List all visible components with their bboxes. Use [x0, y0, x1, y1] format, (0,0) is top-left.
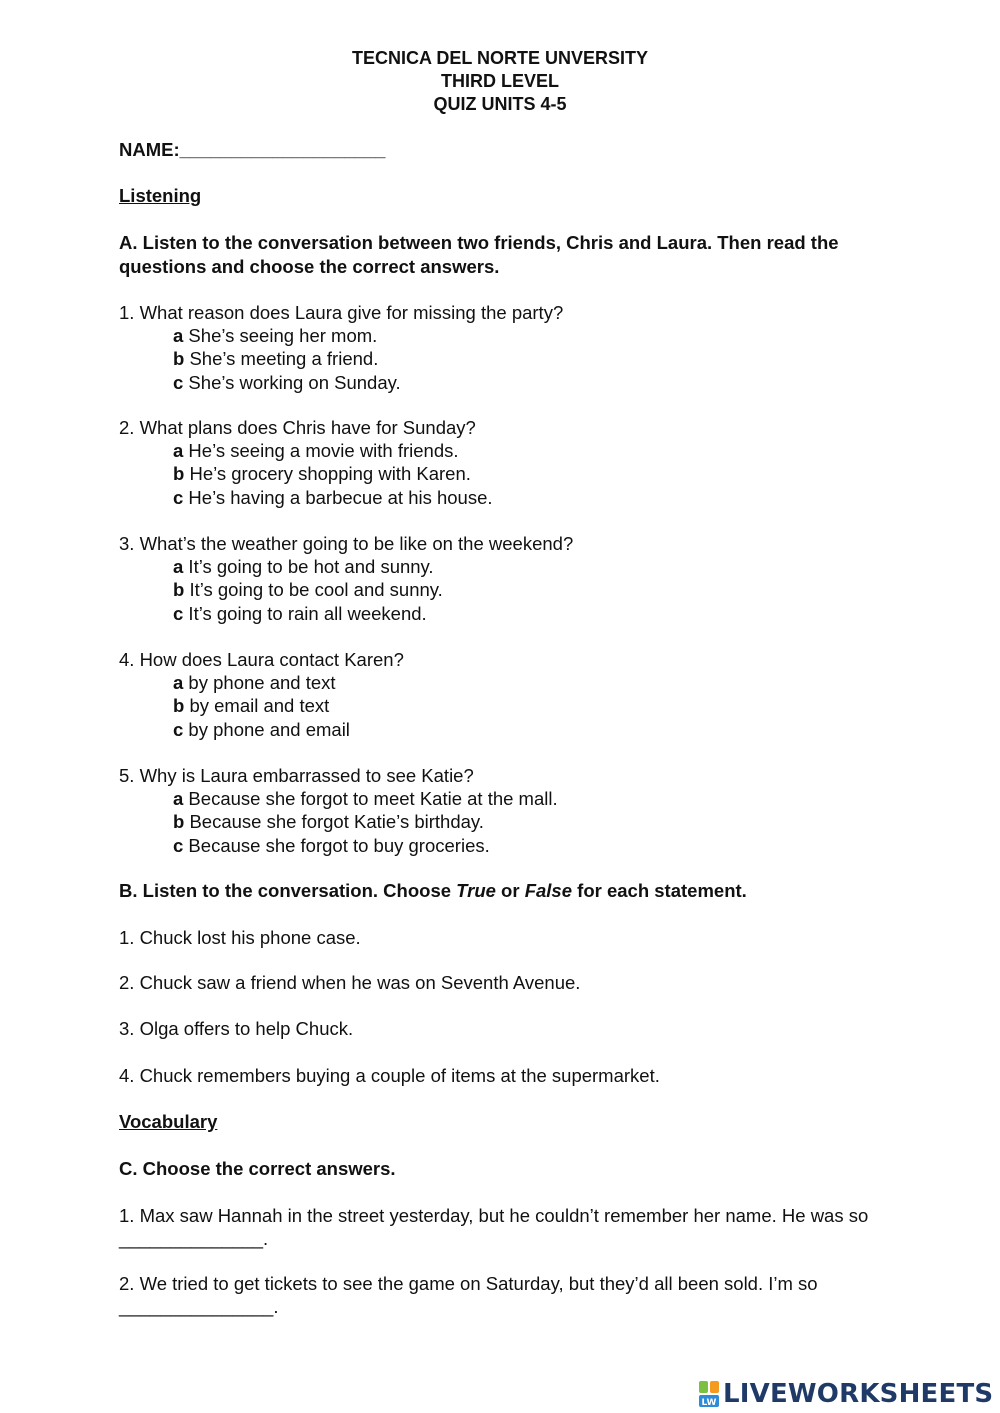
vocab-item-2: 2. We tried to get tickets to see the game on Saturday, but they’d all been sold. I’m so _______________.: [119, 1273, 818, 1317]
question-text: 1. What reason does Laura give for missing the party?: [119, 302, 564, 323]
name-field[interactable]: NAME:____________________: [119, 139, 386, 160]
question-3: [119, 532, 573, 625]
vocabulary-heading: Vocabulary: [119, 1111, 218, 1132]
quiz-title: QUIZ UNITS 4-5: [433, 94, 567, 114]
option-c[interactable]: c He’s having a barbecue at his house.: [173, 486, 493, 508]
option-a[interactable]: a by phone and text: [173, 672, 336, 694]
listening-heading: Listening: [119, 185, 202, 206]
liveworksheets-logo: [698, 1378, 993, 1410]
liveworksheets-mark-icon: [698, 1380, 720, 1408]
option-b[interactable]: b Because she forgot Katie’s birthday.: [173, 811, 484, 833]
option-a[interactable]: a It’s going to be hot and sunny.: [173, 556, 434, 578]
option-a[interactable]: a He’s seeing a movie with friends.: [173, 440, 459, 462]
statement-2: 2. Chuck saw a friend when he was on Seventh Avenue.: [119, 972, 581, 993]
option-b[interactable]: b He’s grocery shopping with Karen.: [173, 463, 471, 485]
option-c[interactable]: c She’s working on Sunday.: [173, 371, 401, 393]
option-b[interactable]: b by email and text: [173, 695, 330, 717]
question-2: [119, 416, 493, 509]
option-a[interactable]: a Because she forgot to meet Katie at the mall.: [173, 788, 558, 810]
question-text: 5. Why is Laura embarrassed to see Katie?: [119, 765, 474, 786]
university-title: TECNICA DEL NORTE UNVERSITY: [351, 48, 649, 68]
option-c[interactable]: c It’s going to rain all weekend.: [173, 602, 427, 624]
option-c[interactable]: c by phone and email: [173, 718, 350, 740]
question-1: [119, 301, 563, 394]
statement-4: 4. Chuck remembers buying a couple of items at the supermarket.: [119, 1065, 660, 1086]
level-title: THIRD LEVEL: [440, 71, 559, 91]
vocab-item-1: 1. Max saw Hannah in the street yesterday, but he couldn’t remember her name. He was so ______________.: [119, 1205, 869, 1249]
svg-text:LW: LW: [701, 1398, 717, 1408]
question-4: [119, 648, 404, 741]
option-b[interactable]: b She’s meeting a friend.: [173, 348, 379, 370]
question-text: 3. What’s the weather going to be like on the weekend?: [119, 533, 574, 554]
question-text: 2. What plans does Chris have for Sunday?: [119, 417, 476, 438]
statement-1: 1. Chuck lost his phone case.: [119, 927, 361, 948]
liveworksheets-text: LIVEWORKSHEETS: [723, 1379, 994, 1409]
question-5: [119, 764, 558, 857]
section-b-instruction: B. Listen to the conversation. Choose True or False for each statement.: [119, 880, 747, 901]
statement-3: 3. Olga offers to help Chuck.: [119, 1018, 354, 1039]
section-a-instruction: A. Listen to the conversation between two friends, Chris and Laura. Then read the questions and choose the correct answers.: [119, 232, 839, 277]
question-text: 4. How does Laura contact Karen?: [119, 649, 404, 670]
option-a[interactable]: a She’s seeing her mom.: [173, 325, 378, 347]
document-header: [0, 47, 1000, 116]
option-b[interactable]: b It’s going to be cool and sunny.: [173, 579, 443, 601]
option-c[interactable]: c Because she forgot to buy groceries.: [173, 834, 490, 856]
section-c-instruction: C. Choose the correct answers.: [119, 1158, 396, 1179]
